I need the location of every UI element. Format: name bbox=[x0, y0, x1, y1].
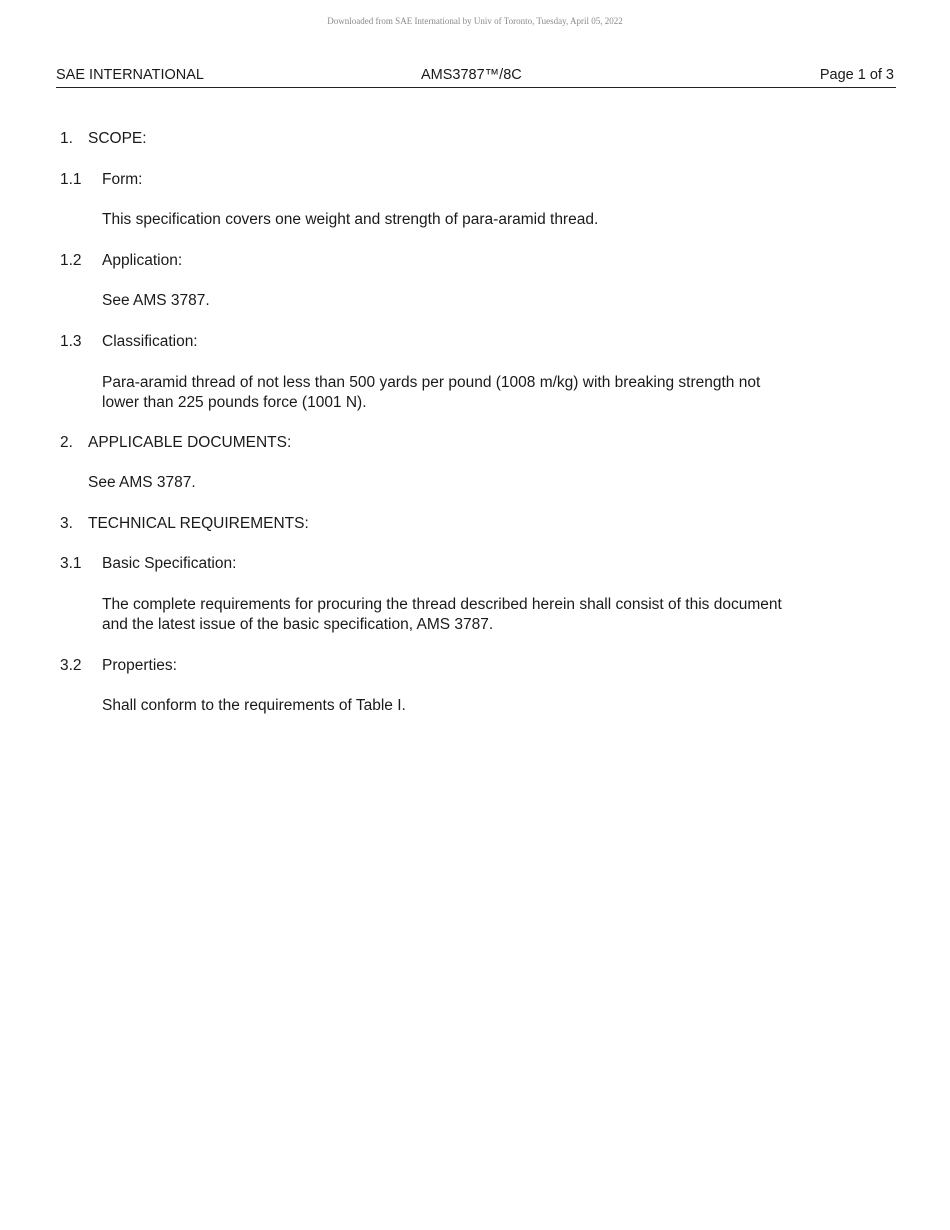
section-number: 1.1 bbox=[60, 171, 82, 188]
section-heading-scope bbox=[60, 129, 147, 149]
paragraph-line: and the latest issue of the basic specification, AMS 3787. bbox=[102, 616, 494, 633]
section-title: APPLICABLE DOCUMENTS: bbox=[88, 434, 292, 451]
header-page-number: Page 1 of 3 bbox=[819, 67, 894, 83]
paragraph-applicable-documents: See AMS 3787. bbox=[88, 474, 196, 491]
section-title: Basic Specification: bbox=[102, 555, 237, 572]
paragraph-form: This specification covers one weight and strength of para-aramid thread. bbox=[102, 211, 599, 228]
subsection-heading-form bbox=[60, 170, 143, 190]
subsection-heading-properties bbox=[60, 656, 177, 676]
subsection-heading-classification bbox=[60, 332, 198, 352]
paragraph-properties: Shall conform to the requirements of Table I. bbox=[102, 697, 406, 714]
section-title: Properties: bbox=[102, 657, 177, 674]
download-watermark: Downloaded from SAE International by Univ of Toronto, Tuesday, April 05, 2022 bbox=[327, 16, 623, 26]
page-header bbox=[56, 67, 896, 88]
section-title: TECHNICAL REQUIREMENTS: bbox=[88, 515, 309, 532]
section-title: SCOPE: bbox=[88, 130, 147, 147]
paragraph-line: The complete requirements for procuring the thread described herein shall consist of this document bbox=[102, 596, 782, 613]
subsection-heading-application bbox=[60, 251, 183, 271]
paragraph-basic-specification bbox=[102, 595, 862, 635]
section-number: 3.1 bbox=[60, 555, 82, 572]
section-heading-applicable-documents bbox=[60, 433, 292, 453]
section-number: 1.3 bbox=[60, 333, 82, 350]
paragraph-application: See AMS 3787. bbox=[102, 292, 210, 309]
subsection-heading-basic-specification bbox=[60, 554, 237, 574]
section-number: 2. bbox=[60, 434, 73, 451]
header-organization: SAE INTERNATIONAL bbox=[56, 67, 204, 83]
section-number: 1.2 bbox=[60, 252, 82, 269]
section-heading-technical-requirements bbox=[60, 514, 309, 534]
section-title: Application: bbox=[102, 252, 183, 269]
section-number: 3. bbox=[60, 515, 73, 532]
section-title: Form: bbox=[102, 171, 143, 188]
paragraph-line: lower than 225 pounds force (1001 N). bbox=[102, 394, 367, 411]
paragraph-line: Para-aramid thread of not less than 500 yards per pound (1008 m/kg) with breaking strength not bbox=[102, 374, 761, 391]
header-document-number: AMS3787™/8C bbox=[421, 67, 522, 83]
section-title: Classification: bbox=[102, 333, 198, 350]
section-number: 3.2 bbox=[60, 657, 82, 674]
paragraph-classification bbox=[102, 373, 862, 413]
section-number: 1. bbox=[60, 130, 73, 147]
